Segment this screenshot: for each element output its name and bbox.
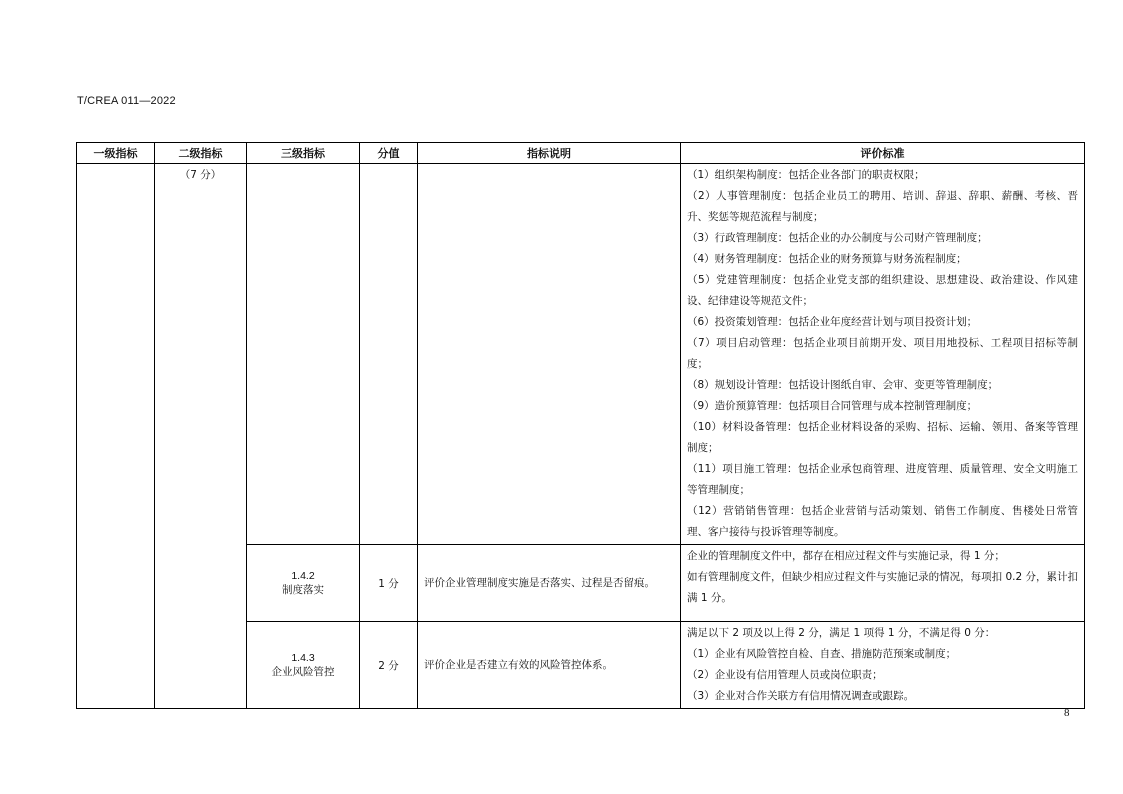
criteria-item: （11）项目施工管理：包括企业承包商管理、进度管理、质量管理、安全文明施工等管理制度；: [687, 463, 1078, 496]
criteria-item: 企业的管理制度文件中，都存在相应过程文件与实施记录，得 1 分；: [687, 550, 1005, 562]
index-name: 企业风险管控: [271, 665, 335, 678]
criteria-item: （1）企业有风险管控自检、自查、措施防范预案或制度；: [687, 648, 957, 660]
criteria-item: （10）材料设备管理：包括企业材料设备的采购、招标、运输、领用、备案等管理制度；: [687, 421, 1078, 454]
criteria-item: （6）投资策划管理：包括企业年度经营计划与项目投资计划；: [687, 316, 978, 328]
criteria-item: （3）行政管理制度：包括企业的办公制度与公司财产管理制度；: [687, 232, 988, 244]
description-cell: [418, 164, 681, 545]
header-level1: 一级指标: [77, 143, 155, 164]
header-description: 指标说明: [418, 143, 681, 164]
criteria-item: （2）企业设有信用管理人员或岗位职责；: [687, 669, 883, 681]
index-name: 制度落实: [282, 583, 324, 596]
criteria-item: （5）党建管理制度：包括企业党支部的组织建设、思想建设、政治建设、作风建设、纪律建设等规范文件；: [687, 274, 1078, 307]
criteria-item: （8）规划设计管理：包括设计图纸自审、会审、变更等管理制度；: [687, 379, 999, 391]
criteria-cell: [681, 545, 1085, 622]
description-cell: 评价企业管理制度实施是否落实、过程是否留痕。: [418, 545, 681, 622]
criteria-item: （7）项目启动管理：包括企业项目前期开发、项目用地投标、工程项目招标等制度；: [687, 337, 1078, 370]
level2-cell: [155, 164, 247, 709]
level2-score: （7 分）: [179, 169, 222, 181]
criteria-item: （1）组织架构制度：包括企业各部门的职责权限；: [687, 169, 925, 181]
table-header-row: [77, 143, 1085, 164]
header-score: 分值: [360, 143, 418, 164]
level3-cell: [247, 545, 360, 622]
criteria-item: （3）企业对合作关联方有信用情况调查或跟踪。: [687, 690, 915, 702]
criteria-item: （12）营销销售管理：包括企业营销与活动策划、销售工作制度、售楼处日常管理、客户接待与投诉管理等制度。: [687, 505, 1078, 538]
header-level2: 二级指标: [155, 143, 247, 164]
criteria-item: （4）财务管理制度：包括企业的财务预算与财务流程制度；: [687, 253, 967, 265]
criteria-item: （9）造价预算管理：包括项目合同管理与成本控制管理制度；: [687, 400, 978, 412]
score-cell: 1 分: [360, 545, 418, 622]
evaluation-table: [76, 142, 1085, 709]
criteria-item: 满足以下 2 项及以上得 2 分，满足 1 项得 1 分，不满足得 0 分：: [687, 627, 996, 639]
index-number: 1.4.3: [291, 651, 315, 664]
level1-cell: [77, 164, 155, 709]
criteria-item: （2）人事管理制度：包括企业员工的聘用、培训、辞退、辞职、薪酬、考核、晋升、奖惩等规范流程与制度；: [687, 190, 1078, 223]
criteria-cell: [681, 622, 1085, 709]
page-number: 8: [1064, 707, 1070, 719]
level3-cell: [247, 622, 360, 709]
score-cell: [360, 164, 418, 545]
table-row: [77, 164, 1085, 545]
header-criteria: 评价标准: [681, 143, 1085, 164]
level3-cell: [247, 164, 360, 545]
score-cell: 2 分: [360, 622, 418, 709]
description-cell: 评价企业是否建立有效的风险管控体系。: [418, 622, 681, 709]
header-level3: 三级指标: [247, 143, 360, 164]
criteria-item: 如有管理制度文件，但缺少相应过程文件与实施记录的情况，每项扣 0.2 分，累计扣满 1 分。: [687, 571, 1078, 604]
criteria-cell: [681, 164, 1085, 545]
document-code: T/CREA 011—2022: [77, 95, 176, 107]
index-number: 1.4.2: [291, 569, 315, 582]
